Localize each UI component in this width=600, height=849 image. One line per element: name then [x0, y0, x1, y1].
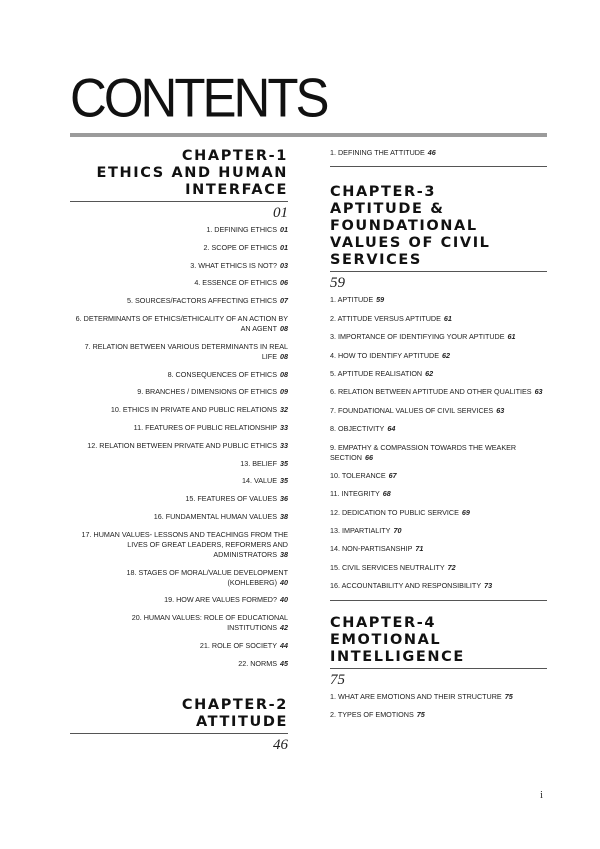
toc-entry-title: 6. RELATION BETWEEN APTITUDE AND OTHER QUALITIES: [330, 387, 532, 397]
toc-entry: [70, 296, 288, 306]
toc-entry: [330, 148, 547, 158]
chapter-4-entries: [330, 692, 547, 720]
toc-entry-page: 68: [382, 489, 391, 499]
toc-entry-page: 09: [280, 387, 288, 397]
toc-entry: [70, 405, 288, 415]
toc-entry-title: 22. NORMS: [238, 658, 277, 668]
toc-entry-title: 4. HOW TO IDENTIFY APTITUDE: [330, 350, 440, 360]
toc-entry-page: 70: [393, 526, 402, 536]
toc-entry-page: 33: [280, 422, 288, 432]
toc-entry-page: 40: [280, 577, 288, 587]
toc-entry-page: 40: [280, 595, 288, 605]
chapter-3-entries: [330, 295, 547, 591]
toc-entry-title: 11. FEATURES OF PUBLIC RELATIONSHIP: [133, 422, 277, 432]
chapter-3-section: [330, 184, 547, 600]
toc-entry-title: 5. SOURCES/FACTORS AFFECTING ETHICS: [126, 296, 277, 306]
toc-entry-page: 62: [442, 350, 451, 360]
chapter-1-heading: [70, 148, 288, 199]
toc-entry-title: 13. IMPARTIALITY: [330, 526, 391, 536]
toc-entry-title: 13. BELIEF: [240, 458, 277, 468]
toc-entry: [330, 351, 547, 361]
chapter-2-heading: [70, 697, 288, 731]
toc-entry-title: 18. STAGES OF MORAL/VALUE DEVELOPMENT (KOHLEBERG): [126, 567, 288, 587]
toc-entry-title: 16. FUNDAMENTAL HUMAN VALUES: [153, 511, 277, 521]
toc-entry-page: 36: [280, 494, 288, 504]
toc-entry-page: 75: [504, 691, 513, 701]
toc-entry: [330, 387, 547, 397]
chapter-1-page-number: 01: [273, 205, 288, 221]
toc-entry: [70, 278, 288, 288]
chapter-4-rule: [330, 668, 547, 669]
toc-entry-page: 38: [280, 549, 288, 559]
toc-entry-title: 11. INTEGRITY: [330, 489, 380, 499]
chapter-1-rule: [70, 201, 288, 202]
toc-entry-page: 59: [376, 295, 385, 305]
toc-entry: [70, 595, 288, 605]
toc-entry-title: 12. DEDICATION TO PUBLIC SERVICE: [330, 507, 459, 517]
toc-entry-page: 35: [280, 458, 288, 468]
toc-entry-page: 63: [534, 387, 543, 397]
toc-entry-page: 46: [427, 148, 436, 157]
toc-entry-page: 71: [415, 544, 424, 554]
toc-entry: [330, 406, 547, 416]
toc-entry: [330, 692, 547, 702]
chapter-4-section: [330, 615, 547, 720]
toc-entry-title: 2. SCOPE OF ETHICS: [203, 242, 277, 252]
toc-entry: [330, 489, 547, 499]
toc-entry-page: 35: [280, 476, 288, 486]
toc-entry: [70, 459, 288, 469]
toc-entry: [70, 261, 288, 271]
toc-entry-title: 20. HUMAN VALUES: ROLE OF EDUCATIONAL INSTITUTIONS: [131, 613, 288, 633]
toc-entry-title: 1. APTITUDE: [330, 295, 374, 305]
toc-entry-page: 61: [443, 313, 452, 323]
toc-entry: [70, 530, 288, 560]
toc-entry: [70, 512, 288, 522]
page-folio: i: [540, 789, 544, 801]
toc-entry-title: 16. ACCOUNTABILITY AND RESPONSIBILITY: [330, 581, 482, 591]
toc-entry: [70, 314, 288, 334]
toc-entry-page: 06: [280, 278, 288, 288]
toc-entry-page: 01: [280, 242, 288, 252]
toc-entry: [70, 342, 288, 362]
toc-entry-title: 12. RELATION BETWEEN PRIVATE AND PUBLIC ETHICS: [87, 440, 277, 450]
toc-entry-title: 15. CIVIL SERVICES NEUTRALITY: [330, 562, 445, 572]
toc-entry-title: 21. ROLE OF SOCIETY: [199, 640, 277, 650]
chapter-1-section: [70, 148, 288, 669]
toc-entry-page: 42: [280, 623, 288, 633]
toc-entry-title: 7. RELATION BETWEEN VARIOUS DETERMINANTS IN REAL LIFE: [84, 341, 288, 361]
toc-entry-title: 3. IMPORTANCE OF IDENTIFYING YOUR APTITUDE: [330, 332, 505, 342]
toc-entry: [330, 710, 547, 720]
toc-entry: [70, 568, 288, 588]
toc-entry-page: 03: [280, 260, 288, 270]
chapter-3-label: CHAPTER-3 APTITUDE & FOUNDATIONAL VALUES OF CIVIL SERVICES: [330, 184, 491, 269]
toc-entry: [70, 494, 288, 504]
toc-entry-title: 9. BRANCHES / DIMENSIONS OF ETHICS: [137, 387, 277, 397]
toc-entry-title: 2. ATTITUDE VERSUS APTITUDE: [330, 313, 441, 323]
toc-entry-page: 45: [280, 658, 288, 668]
toc-entry: [330, 369, 547, 379]
toc-entry-page: 64: [387, 424, 396, 434]
chapter-3-heading: [330, 184, 547, 269]
toc-entry: [330, 424, 547, 434]
toc-entry: [70, 441, 288, 451]
page-title: CONTENTS: [70, 66, 327, 129]
toc-entry: [330, 563, 547, 573]
chapter-1-label: CHAPTER-1 ETHICS AND HUMAN INTERFACE: [96, 148, 288, 198]
toc-entry-title: 14. NON-PARTISANSHIP: [330, 544, 413, 554]
chapter-2-rule: [70, 733, 288, 734]
toc-entry: [330, 314, 547, 324]
toc-entry: [330, 443, 547, 463]
chapter-3-page-number: 59: [330, 275, 345, 292]
chapter-1-entries: [70, 225, 288, 669]
toc-entry-page: 38: [280, 511, 288, 521]
toc-entry-title: 1. WHAT ARE EMOTIONS AND THEIR STRUCTURE: [330, 691, 502, 701]
toc-entry: [330, 526, 547, 536]
chapter-2-label: CHAPTER-2 ATTITUDE: [181, 696, 288, 730]
toc-entry-page: 66: [364, 452, 373, 462]
toc-entry-page: 63: [496, 405, 505, 415]
chapter-2-page-number: 46: [273, 736, 288, 753]
toc-entry: [70, 370, 288, 380]
toc-entry-title: 4. ESSENCE OF ETHICS: [194, 278, 277, 288]
toc-entry-title: 14. VALUE: [241, 476, 277, 486]
toc-entry: [70, 225, 288, 235]
toc-entry-title: 15. FEATURES OF VALUES: [185, 494, 277, 504]
toc-entry: [70, 659, 288, 669]
toc-entry-page: 44: [280, 640, 288, 650]
toc-entry: [70, 423, 288, 433]
toc-entry-title: 1. DEFINING THE ATTITUDE: [330, 148, 425, 157]
toc-entry: [330, 471, 547, 481]
toc-entry-page: 08: [280, 323, 288, 333]
toc-entry-title: 10. TOLERANCE: [330, 470, 386, 480]
toc-entry: [330, 508, 547, 518]
toc-entry-page: 73: [484, 581, 493, 591]
toc-entry: [70, 243, 288, 253]
chapter-4-heading: [330, 615, 547, 666]
chapter-4-page-number: 75: [330, 671, 345, 688]
toc-entry-page: 07: [280, 296, 288, 306]
toc-entry-title: 10. ETHICS IN PRIVATE AND PUBLIC RELATIONS: [110, 405, 277, 415]
toc-entry-title: 2. TYPES OF EMOTIONS: [330, 710, 414, 720]
toc-entry-page: 69: [461, 507, 470, 517]
toc-entry-title: 17. HUMAN VALUES- LESSONS AND TEACHINGS FROM THE LIVES OF GREAT LEADERS, REFORMERS AND ADMINISTRATORS: [81, 529, 288, 559]
toc-entry-title: 8. CONSEQUENCES OF ETHICS: [167, 369, 277, 379]
toc-right-column: [330, 148, 547, 728]
toc-entry-page: 67: [388, 470, 397, 480]
toc-entry-title: 5. APTITUDE REALISATION: [330, 368, 423, 378]
toc-entry: [330, 295, 547, 305]
chapter-2-entries: [330, 148, 547, 158]
chapter-2-section: [70, 697, 288, 754]
toc-entry: [70, 387, 288, 397]
toc-left-column: [70, 148, 288, 757]
toc-entry-title: 3. WHAT ETHICS IS NOT?: [190, 260, 277, 270]
toc-entry-page: 08: [280, 369, 288, 379]
toc-entry-page: 08: [280, 351, 288, 361]
toc-entry-page: 62: [425, 368, 434, 378]
toc-entry: [330, 544, 547, 554]
toc-entry: [70, 476, 288, 486]
toc-entry-page: 01: [280, 225, 288, 234]
toc-entry-title: 7. FOUNDATIONAL VALUES OF CIVIL SERVICES: [330, 405, 494, 415]
toc-entry-page: 61: [507, 332, 516, 342]
toc-entry-page: 33: [280, 440, 288, 450]
toc-entry-page: 75: [416, 710, 425, 720]
toc-entry-page: 32: [280, 405, 288, 415]
toc-entry-title: 6. DETERMINANTS OF ETHICS/ETHICALITY OF AN ACTION BY AN AGENT: [75, 313, 288, 333]
chapter-4-label: CHAPTER-4 EMOTIONAL INTELLIGENCE: [330, 614, 465, 665]
toc-entry-title: 9. EMPATHY & COMPASSION TOWARDS THE WEAKER SECTION: [330, 442, 517, 462]
chapter-3-rule: [330, 271, 547, 272]
toc-entry: [330, 332, 547, 342]
toc-entry: [70, 641, 288, 651]
title-divider: [70, 133, 547, 137]
toc-entry-title: 1. DEFINING ETHICS: [206, 225, 277, 234]
toc-entry-title: 8. OBJECTIVITY: [330, 424, 385, 434]
toc-entry-title: 19. HOW ARE VALUES FORMED?: [164, 595, 277, 605]
toc-entry: [330, 581, 547, 591]
toc-entry-page: 72: [447, 562, 456, 572]
toc-entry: [70, 613, 288, 633]
